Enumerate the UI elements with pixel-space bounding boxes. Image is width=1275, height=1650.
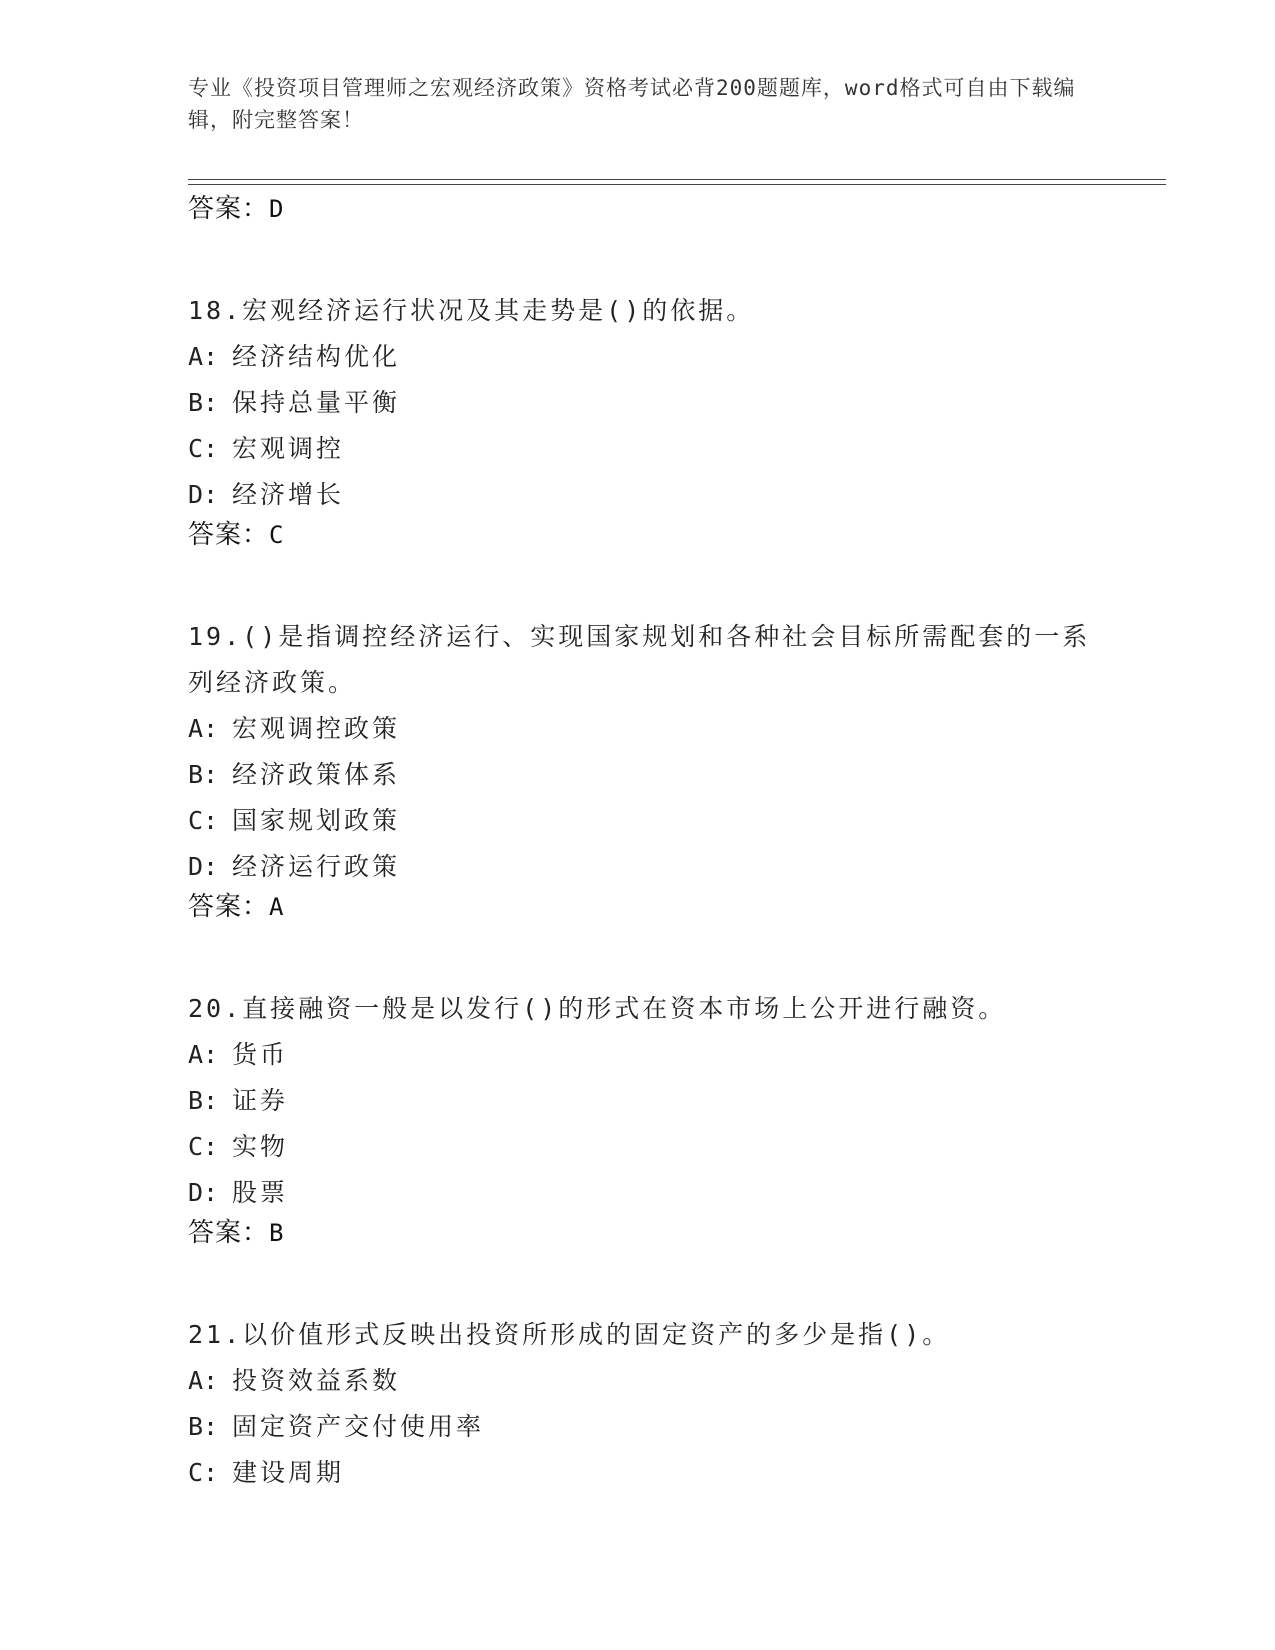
- option-letter: B:: [188, 388, 219, 417]
- answer-line: [188, 1216, 1108, 1254]
- option-text: 宏观调控: [232, 434, 345, 463]
- option-a: [188, 1358, 1108, 1404]
- option-a: [188, 1032, 1108, 1078]
- answer-value: D: [269, 195, 284, 223]
- answer-line: [188, 192, 1108, 230]
- option-a: [188, 706, 1108, 752]
- option-text: 保持总量平衡: [232, 388, 401, 417]
- question-block: [188, 614, 1108, 928]
- option-text: 经济政策体系: [232, 760, 401, 789]
- option-b: [188, 1078, 1108, 1124]
- option-text: 货币: [232, 1040, 289, 1069]
- option-letter: D:: [188, 852, 219, 881]
- question-stem: 18.宏观经济运行状况及其走势是()的依据。: [188, 296, 755, 325]
- option-c: [188, 426, 1108, 472]
- answer-value: C: [269, 521, 284, 549]
- option-text: 经济增长: [232, 480, 345, 509]
- option-letter: C:: [188, 434, 219, 463]
- option-text: 建设周期: [232, 1458, 345, 1487]
- answer-label: 答案：: [188, 194, 270, 224]
- option-b: [188, 380, 1108, 426]
- option-b: [188, 752, 1108, 798]
- option-d: [188, 1170, 1108, 1216]
- question-block: [188, 288, 1108, 556]
- option-letter: A:: [188, 714, 219, 743]
- option-text: 经济运行政策: [232, 852, 401, 881]
- answer-value: A: [269, 893, 284, 921]
- header-divider: [188, 179, 1166, 185]
- option-text: 证券: [232, 1086, 289, 1115]
- option-text: 投资效益系数: [232, 1366, 401, 1395]
- option-c: [188, 1124, 1108, 1170]
- option-b: [188, 1404, 1108, 1450]
- option-d: [188, 472, 1108, 518]
- answer-label: 答案：: [188, 520, 270, 550]
- option-c: [188, 798, 1108, 844]
- option-text: 经济结构优化: [232, 342, 401, 371]
- question-block: [188, 986, 1108, 1254]
- answer-label: 答案：: [188, 1218, 270, 1248]
- question-block: [188, 1312, 1108, 1496]
- option-letter: D:: [188, 480, 219, 509]
- option-letter: C:: [188, 806, 219, 835]
- option-text: 固定资产交付使用率: [232, 1412, 485, 1441]
- answer-line: [188, 890, 1108, 928]
- option-c: [188, 1450, 1108, 1496]
- option-a: [188, 334, 1108, 380]
- option-letter: A:: [188, 342, 219, 371]
- answer-value: B: [269, 1219, 284, 1247]
- question-stem: 21.以价值形式反映出投资所形成的固定资产的多少是指()。: [188, 1320, 951, 1349]
- option-letter: A:: [188, 1040, 219, 1069]
- question-stem: 20.直接融资一般是以发行()的形式在资本市场上公开进行融资。: [188, 994, 1007, 1023]
- option-letter: A:: [188, 1366, 219, 1395]
- option-letter: B:: [188, 1086, 219, 1115]
- option-letter: C:: [188, 1458, 219, 1487]
- option-text: 宏观调控政策: [232, 714, 401, 743]
- answer-line: [188, 518, 1108, 556]
- option-d: [188, 844, 1108, 890]
- option-text: 股票: [232, 1178, 289, 1207]
- answer-label: 答案：: [188, 892, 270, 922]
- option-letter: D:: [188, 1178, 219, 1207]
- option-text: 国家规划政策: [232, 806, 401, 835]
- option-letter: B:: [188, 760, 219, 789]
- option-letter: C:: [188, 1132, 219, 1161]
- page-header: 专业《投资项目管理师之宏观经济政策》资格考试必背200题题库，word格式可自由下载编辑，附完整答案！: [188, 76, 1076, 132]
- document-body: [188, 192, 1108, 1496]
- option-text: 实物: [232, 1132, 289, 1161]
- question-stem: 19.()是指调控经济运行、实现国家规划和各种社会目标所需配套的一系列经济政策。: [188, 622, 1091, 697]
- option-letter: B:: [188, 1412, 219, 1441]
